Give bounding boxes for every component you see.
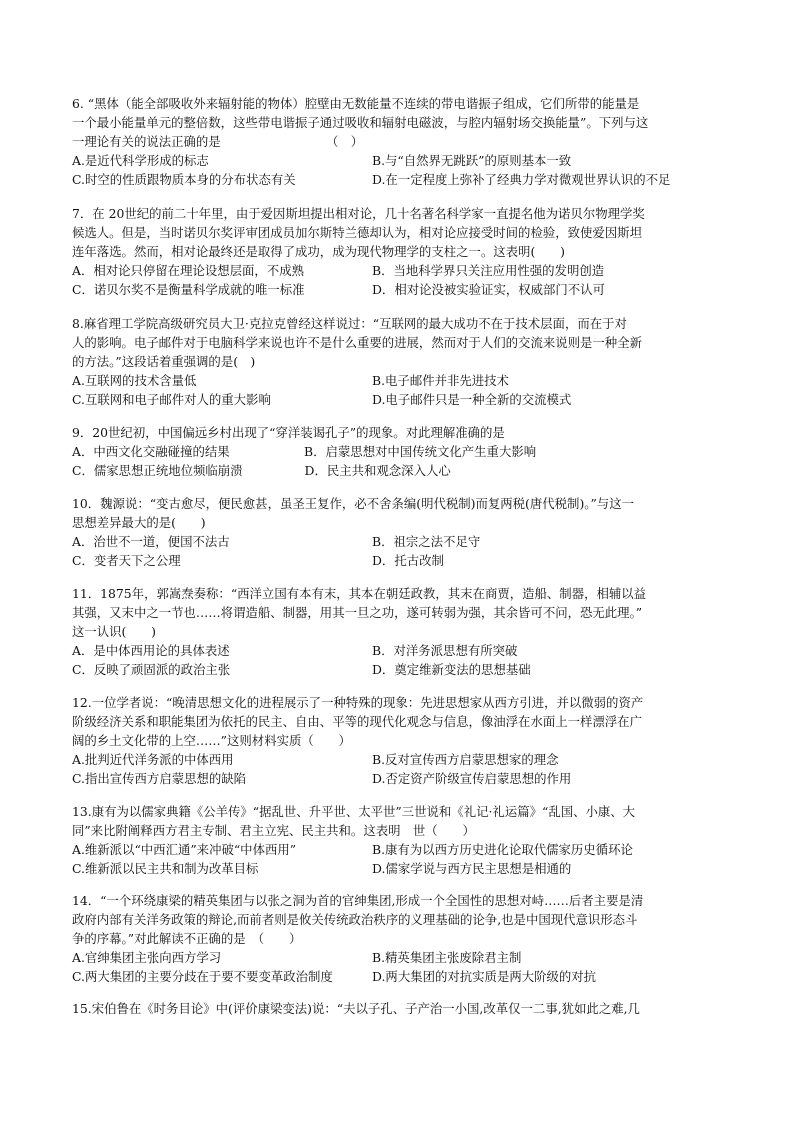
option-a: A.批判近代洋务派的中体西用 [72, 752, 234, 767]
question-text-line: 其强，又末中之一节也……将谓造船、制器，用其一旦之功，遂可转弱为强，其余皆可不问，恐无此理。” [72, 605, 643, 620]
option-d: D.儒家学说与西方民主思想是相通的 [372, 861, 572, 876]
question-text-line: 人的影响。电子邮件对于电脑科学来说也许不是什么重要的进展，然而对于人们的交流来说则是一种全新 [72, 335, 642, 350]
option-b: B.反对宣传西方启蒙思想家的理念 [372, 752, 559, 767]
question-9 [72, 423, 724, 480]
question-text-line: 争的序幕。”对此解读不正确的是 （ ） [72, 931, 302, 946]
question-text-line: 一理论有关的说法正确的是 （ ） [72, 134, 364, 149]
option-c: C.指出宣传西方启蒙思想的缺陷 [72, 771, 247, 786]
question-10 [72, 494, 724, 570]
question-text-line: 13.康有为以儒家典籍《公羊传》“据乱世、升平世、太平世”三世说和《礼记·礼运篇》“乱国、小康、大 [72, 804, 636, 819]
option-d: D．奠定维新变法的思想基础 [372, 662, 531, 677]
question-12 [72, 693, 724, 788]
option-c: C.维新派以民主共和制为改革目标 [72, 861, 259, 876]
option-a: A．治世不一道，便国不法古 [72, 534, 230, 549]
question-14 [72, 891, 724, 986]
option-c: C.两大集团的主要分歧在于要不要变革政治制度 [72, 969, 333, 984]
option-a: A.维新派以“中西汇通”来冲破“中体西用” [72, 842, 297, 857]
question-text-line: 同”来比附阐释西方君主专制、君主立宪、民主共和。这表明 世（ ） [72, 823, 475, 838]
answer-options [72, 532, 724, 570]
option-b: B.与“自然界无跳跃”的原则基本一致 [372, 153, 572, 168]
question-text-line: 8.麻省理工学院高级研究员大卫·克拉克曾经这样说过：“互联网的最大成功不在于技术层面，而在于对 [72, 316, 627, 331]
question-text-line: 14．“一个环绕康梁的精英集团与以张之洞为首的官绅集团,形成一个全国性的思想对峙……后者主要是清 [72, 893, 644, 908]
question-text-line: 候选人。但是，当时诺贝尔奖评审团成员加尔斯特兰德却认为，相对论应接受时间的检验，致使爱因斯坦 [72, 225, 642, 240]
question-text-line: 7．在 20世纪的前二十年里，由于爱因斯坦提出相对论，几十名著名科学家一直提名他为诺贝尔物理学奖 [72, 206, 645, 221]
option-b: B.电子邮件并非先进技术 [372, 373, 509, 388]
option-a: A．是中体西用论的具体表述 [72, 643, 230, 658]
option-b: B.精英集团主张废除君主制 [372, 950, 522, 965]
question-text-line: C．儒家思想正统地位频临崩溃 D．民主共和观念深入人心 [72, 463, 451, 478]
option-d: D．托古改制 [372, 553, 444, 568]
answer-options [72, 641, 724, 679]
question-text-line: 连年落选。然而，相对论最终还是取得了成功，成为现代物理学的支柱之一。这表明( ) [72, 244, 565, 259]
option-a: A.是近代科学形成的标志 [72, 153, 209, 168]
option-c: C.时空的性质跟物质本身的分布状态有关 [72, 172, 296, 187]
option-c: C．反映了顽固派的政治主张 [72, 662, 231, 677]
question-text-line: 15.宋伯鲁在《时务目论》中(评价康梁变法)说：“夫以子孔、子产治一小国,改革仅一二事,犹如此之难,几 [72, 1001, 640, 1016]
question-text-line: 10．魏源说：“变古愈尽，便民愈甚，虽圣王复作，必不舍条编(明代税制)而复两税(唐代税制)。”与这一 [72, 496, 634, 511]
question-text-line: 11．1875年，郭嵩焘奏称：“西洋立国有本有末，其本在朝廷政教，其末在商贾，造船、制器，相辅以益 [72, 586, 647, 601]
question-6 [72, 94, 724, 189]
answer-options [72, 151, 724, 189]
answer-options [72, 840, 724, 878]
option-b: B.康有为以西方历史进化论取代儒家历史循环论 [372, 842, 633, 857]
answer-options [72, 261, 724, 299]
question-text-line: 的方法。”这段话着重强调的是( ) [72, 354, 256, 369]
question-11 [72, 584, 724, 679]
option-a: A．相对论只停留在理论设想层面，不成熟 [72, 263, 304, 278]
question-text-line: 阔的乡土文化带的上空……”这则材料实质（ ） [72, 733, 351, 748]
option-c: C.互联网和电子邮件对人的重大影响 [72, 392, 271, 407]
option-d: D.否定资产阶级宣传启蒙思想的作用 [372, 771, 572, 786]
option-c: C．变者天下之公理 [72, 553, 181, 568]
option-a: A.官绅集团主张向西方学习 [72, 950, 222, 965]
question-text-line: 这一认识( ) [72, 624, 157, 639]
question-text-line: 思想差异最大的是( ) [72, 515, 206, 530]
answer-options [72, 371, 724, 409]
question-text-line: 政府内部有关洋务政策的辩论,而前者则是攸关传统政治秩序的义理基础的论争,也是中国现代意识形态斗 [72, 912, 638, 927]
option-d: D.在一定程度上弥补了经典力学对微观世界认识的不足 [372, 172, 671, 187]
question-text-line: A．中西文化交融碰撞的结果 B．启蒙思想对中国传统文化产生重大影响 [72, 444, 537, 459]
question-13 [72, 802, 724, 878]
option-d: D.电子邮件只是一种全新的交流模式 [372, 392, 572, 407]
option-b: B．对洋务派思想有所突破 [372, 643, 518, 658]
option-b: B．当地科学界只关注应用性强的发明创造 [372, 263, 605, 278]
question-8 [72, 314, 724, 409]
question-text-line: 6. “黑体（能全部吸收外来辐射能的物体）腔壁由无数能量不连续的带电谐振子组成，它们所带的能量是 [72, 96, 640, 111]
option-d: D.两大集团的对抗实质是两大阶级的对抗 [372, 969, 597, 984]
option-c: C．诺贝尔奖不是衡量科学成就的唯一标准 [72, 282, 305, 297]
question-text-line: 一个最小能量单元的整倍数，这些带电谐振子通过吸收和辐射电磁波，与腔内辐射场交换能量”。下列与这 [72, 115, 649, 130]
option-d: D．相对论没被实验证实，权威部门不认可 [372, 282, 605, 297]
question-15 [72, 999, 724, 1018]
answer-options [72, 948, 724, 986]
answer-options [72, 750, 724, 788]
option-a: A.互联网的技术含量低 [72, 373, 197, 388]
question-text-line: 阶级经济关系和职能集团为依托的民主、自由、平等的现代化观念与信息，像油浮在水面上一样漂浮在广 [72, 714, 642, 729]
question-7 [72, 204, 724, 299]
question-text-line: 9．20世纪初，中国偏远乡村出现了“穿洋装谒孔子”的现象。对此理解准确的是 [72, 425, 505, 440]
question-text-line: 12.一位学者说：“晚清思想文化的进程展示了一种特殊的现象：先进思想家从西方引进，并以微弱的资产 [72, 695, 644, 710]
option-b: B．祖宗之法不足守 [372, 534, 481, 549]
